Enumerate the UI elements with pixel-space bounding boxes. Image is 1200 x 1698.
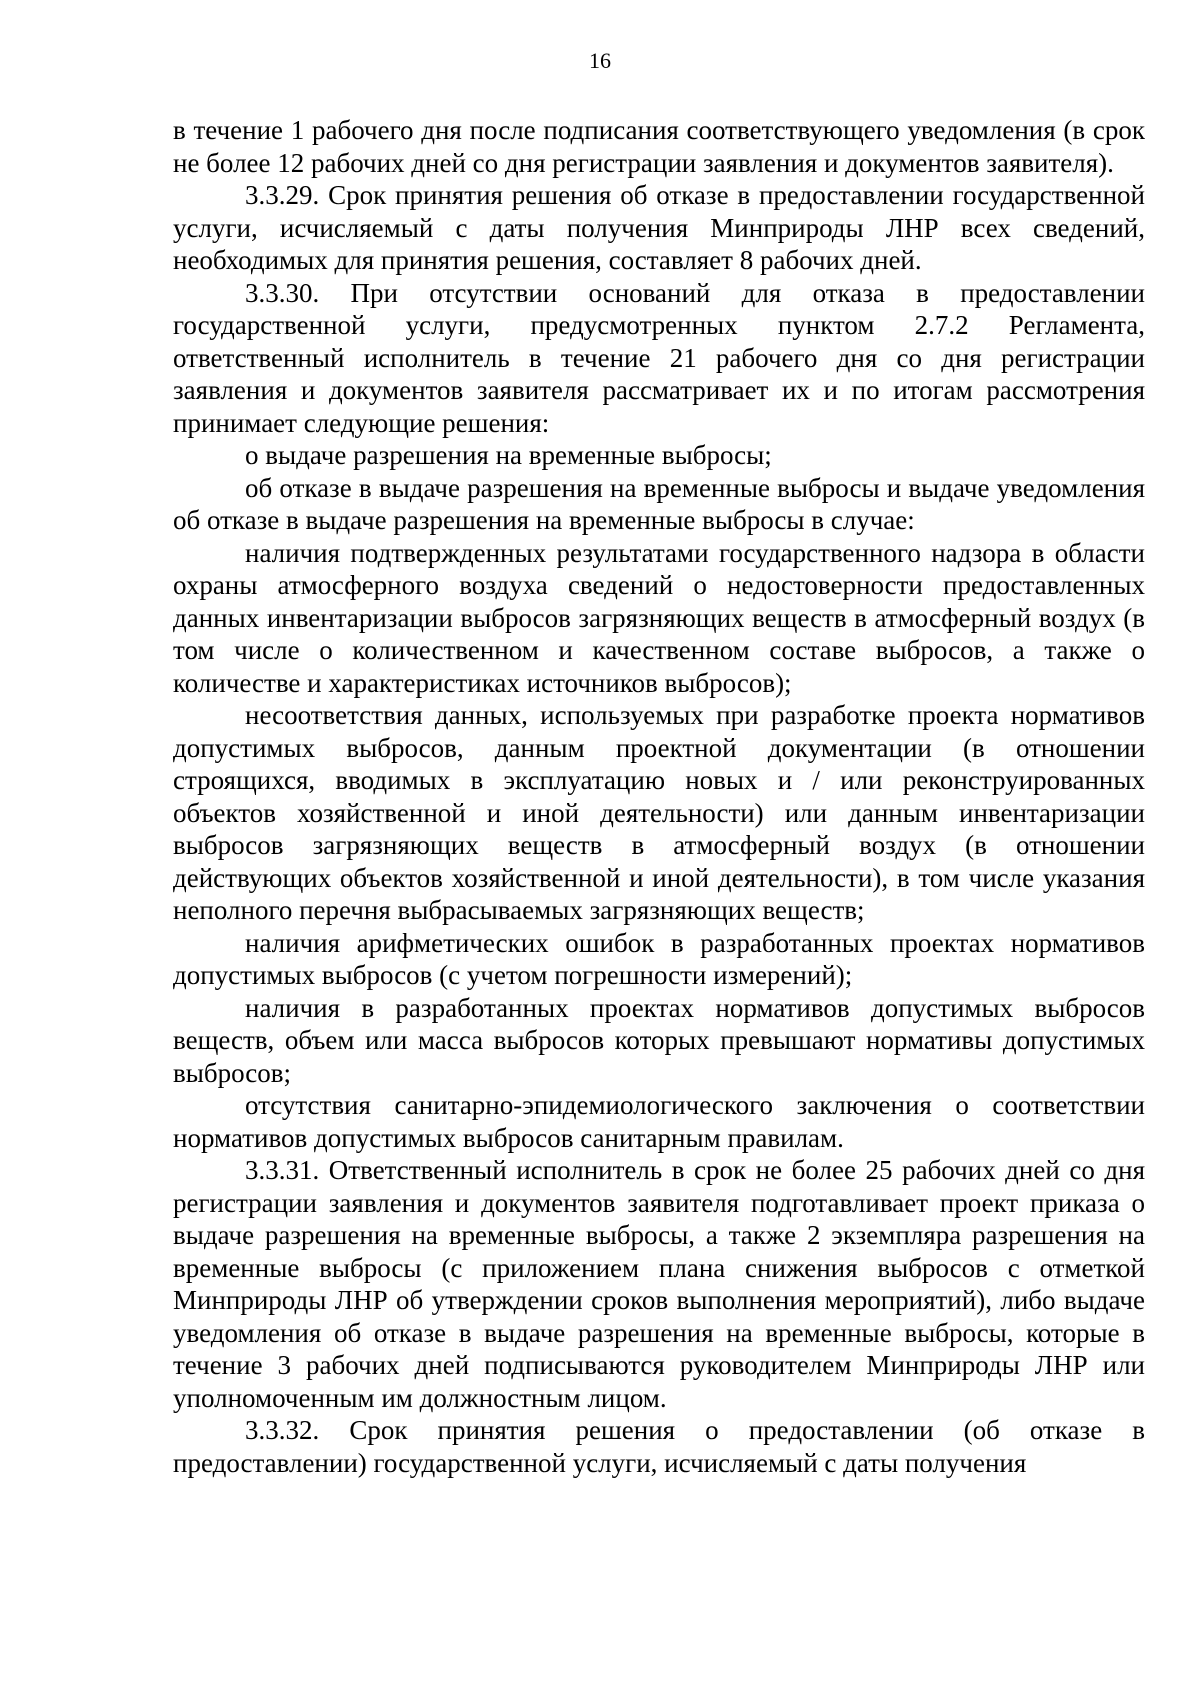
refusal-reason-arithmetic-errors: наличия арифметических ошибок в разработанных проектах нормативов допустимых выбросов (с учетом погрешности измерений);: [173, 927, 1145, 990]
refusal-reason-no-sanitary-conclusion: отсутствия санитарно-эпидемиологического заключения о соответствии нормативов допустимых выбросов санитарным правилам.: [173, 1090, 1145, 1153]
paragraph-continuation: в течение 1 рабочего дня после подписания соответствующего уведомления (в срок не более 12 рабочих дней со дня регистрации заявления и документов заявителя).: [173, 115, 1145, 178]
refusal-reason-data-mismatch: несоответствия данных, используемых при разработке проекта нормативов допустимых выбросов, данным проектной документации (в отношении строящихся, вводимых в эксплуатацию новых и / или реконструированных объектов хозяйственной и иной деятельности) или данным инвентаризации выбросов загрязняющих веществ в атмосферный воздух (в отношении действующих объектов хозяйственной и иной деятельности), в том числе указания неполного перечня выбрасываемых загрязняющих веществ;: [173, 700, 1145, 925]
paragraph-3-3-29: 3.3.29. Срок принятия решения об отказе в предоставлении государственной услуги, исчисляемый с даты получения Минприроды ЛНР всех сведений, необходимых для принятия решения, составляет 8 рабочих дней.: [173, 180, 1145, 275]
decision-item-issue-permit: о выдаче разрешения на временные выбросы;: [245, 440, 772, 470]
paragraph-3-3-30: 3.3.30. При отсутствии оснований для отказа в предоставлении государственной услуги, предусмотренных пунктом 2.7.2 Регламента, ответственный исполнитель в течение 21 рабочего дня со дня регистрации заявления и документов заявителя рассматривает их и по итогам рассмотрения принимает следующие решения:: [173, 277, 1145, 438]
paragraph-3-3-31: 3.3.31. Ответственный исполнитель в срок не более 25 рабочих дней со дня регистрации заявления и документов заявителя подготавливает проект приказа о выдаче разрешения на временные выбросы, а также 2 экземпляра разрешения на временные выбросы (с приложением плана снижения выбросов с отметкой Минприроды ЛНР об утверждении сроков выполнения мероприятий), либо выдаче уведомления об отказе в выдаче разрешения на временные выбросы, которые в течение 3 рабочих дней подписываются руководителем Минприроды ЛНР или уполномоченным им должностным лицом.: [173, 1155, 1145, 1413]
document-body: [173, 114, 1145, 1479]
refusal-reason-unreliable-data: наличия подтвержденных результатами государственного надзора в области охраны атмосферного воздуха сведений о недостоверности предоставленных данных инвентаризации выбросов загрязняющих веществ в атмосферный воздух (в том числе о количественном и качественном составе выбросов, а также о количестве и характеристиках источников выбросов);: [173, 537, 1145, 698]
paragraph-3-3-32: 3.3.32. Срок принятия решения о предоставлении (об отказе в предоставлении) государственной услуги, исчисляемый с даты получения: [173, 1415, 1145, 1478]
page-number: 16: [589, 48, 611, 73]
decision-item-refusal: об отказе в выдаче разрешения на временные выбросы и выдаче уведомления об отказе в выдаче разрешения на временные выбросы в случае:: [173, 472, 1145, 535]
refusal-reason-exceeding-norms: наличия в разработанных проектах нормативов допустимых выбросов веществ, объем или масса выбросов которых превышают нормативы допустимых выбросов;: [173, 992, 1145, 1088]
